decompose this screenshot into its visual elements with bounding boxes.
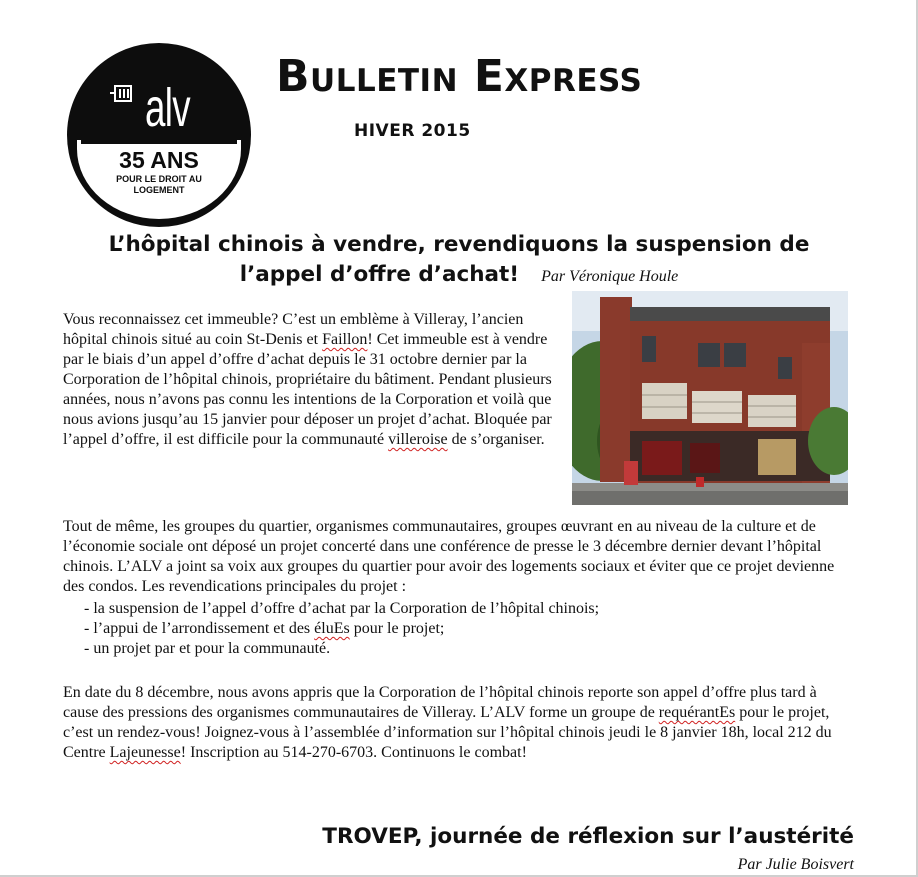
headline-line-2-text: l’appel d’offre d’achat!	[239, 262, 520, 287]
alv-logo	[67, 43, 251, 227]
list-2-word-elues: éluEs	[314, 620, 350, 637]
logo-tagline-2: LOGEMENT	[133, 185, 185, 195]
p3-text-b: pour le projet, c’est un rendez-vous! Joignez-vous à l’assemblée d’information sur l’hôpital chinois jeudi le 8 janvier 18h, local 212 du Centre	[63, 704, 832, 761]
logo-band-line	[81, 140, 237, 144]
p3-text-c: ! Inscription au 514-270-6703. Continuons le combat!	[180, 744, 527, 761]
logo-tagline-1: POUR LE DROIT AU	[116, 174, 202, 184]
article-headline	[50, 230, 868, 292]
building-icon	[114, 85, 132, 102]
p1-text-a: Vous reconnaissez cet immeuble? C’est un emblème à Villeray, l’ancien hôpital chinois situé au coin St-Denis et	[63, 311, 524, 348]
list-item	[84, 619, 599, 639]
building-illustration	[572, 291, 848, 505]
article-paragraph-1	[63, 310, 555, 450]
p1-text-c: de s’organiser.	[447, 431, 545, 448]
p3-word-requerants: requérantEs	[658, 704, 736, 721]
logo-tagline	[67, 174, 251, 196]
logo-years: 35 ANS	[119, 147, 199, 173]
list-item: - un projet par et pour la communauté.	[84, 640, 331, 657]
p3-text-a: En date du 8 décembre, nous avons appris que la Corporation de l’hôpital chinois reporte son appel d’offre plus tard à cause des pressions des organismes communautaires de Villeray. L’ALV forme un groupe de	[63, 684, 817, 721]
list-2-text-a: - l’appui de l’arrondissement et des	[84, 620, 315, 637]
list-item: - la suspension de l’appel d’offre d’achat par la Corporation de l’hôpital chinois;	[84, 600, 600, 617]
article-paragraph-2: Tout de même, les groupes du quartier, organismes communautaires, groupes œuvrant en au niveau de la culture et de l’économie sociale ont déposé un projet concerté dans une conférence de presse le 3 décembre dernier devant l’hôpital chinois. L’ALV a joint sa voix aux groupes du quartier pour avoir des logements sociaux et éviter que ce projet devienne des condos. Les revendications principales du projet :	[63, 518, 835, 595]
p3-word-lajeunesse: Lajeunesse	[109, 744, 181, 761]
hospital-building-photo	[572, 291, 848, 505]
article-2-headline: TROVEP, journée de réflexion sur l’austérité	[322, 824, 854, 849]
p1-word-faillon: Faillon	[322, 331, 368, 348]
p1-text-b: ! Cet immeuble est à vendre par le biais d’un appel d’offre d’achat depuis le 31 octobre dernier par la Corporation de l’hôpital chinois, propriétaire du bâtiment. Pendant plusieurs années, nous n’avons pas connu les intentions de la Corporation et voilà que nous avions jusqu’au 15 janvier pour déposer un projet d’achat. Bloquée par l’appel d’offre, il est difficile pour la communauté	[63, 331, 552, 448]
p1-word-villeroise: villeroise	[388, 431, 448, 448]
article-paragraph-3	[63, 683, 853, 763]
headline-line-2	[50, 260, 868, 292]
logo-wordmark: alv	[145, 78, 190, 138]
bulletin-title: Bulletin Express	[276, 51, 643, 102]
issue-label: HIVER 2015	[354, 121, 471, 141]
headline-line-1: L’hôpital chinois à vendre, revendiquons la suspension de	[108, 232, 810, 257]
list-2-text-b: pour le projet;	[349, 620, 445, 637]
article-byline: Par Véronique Houle	[541, 268, 679, 285]
demands-list	[84, 599, 599, 659]
article-2-byline: Par Julie Boisvert	[737, 856, 854, 873]
